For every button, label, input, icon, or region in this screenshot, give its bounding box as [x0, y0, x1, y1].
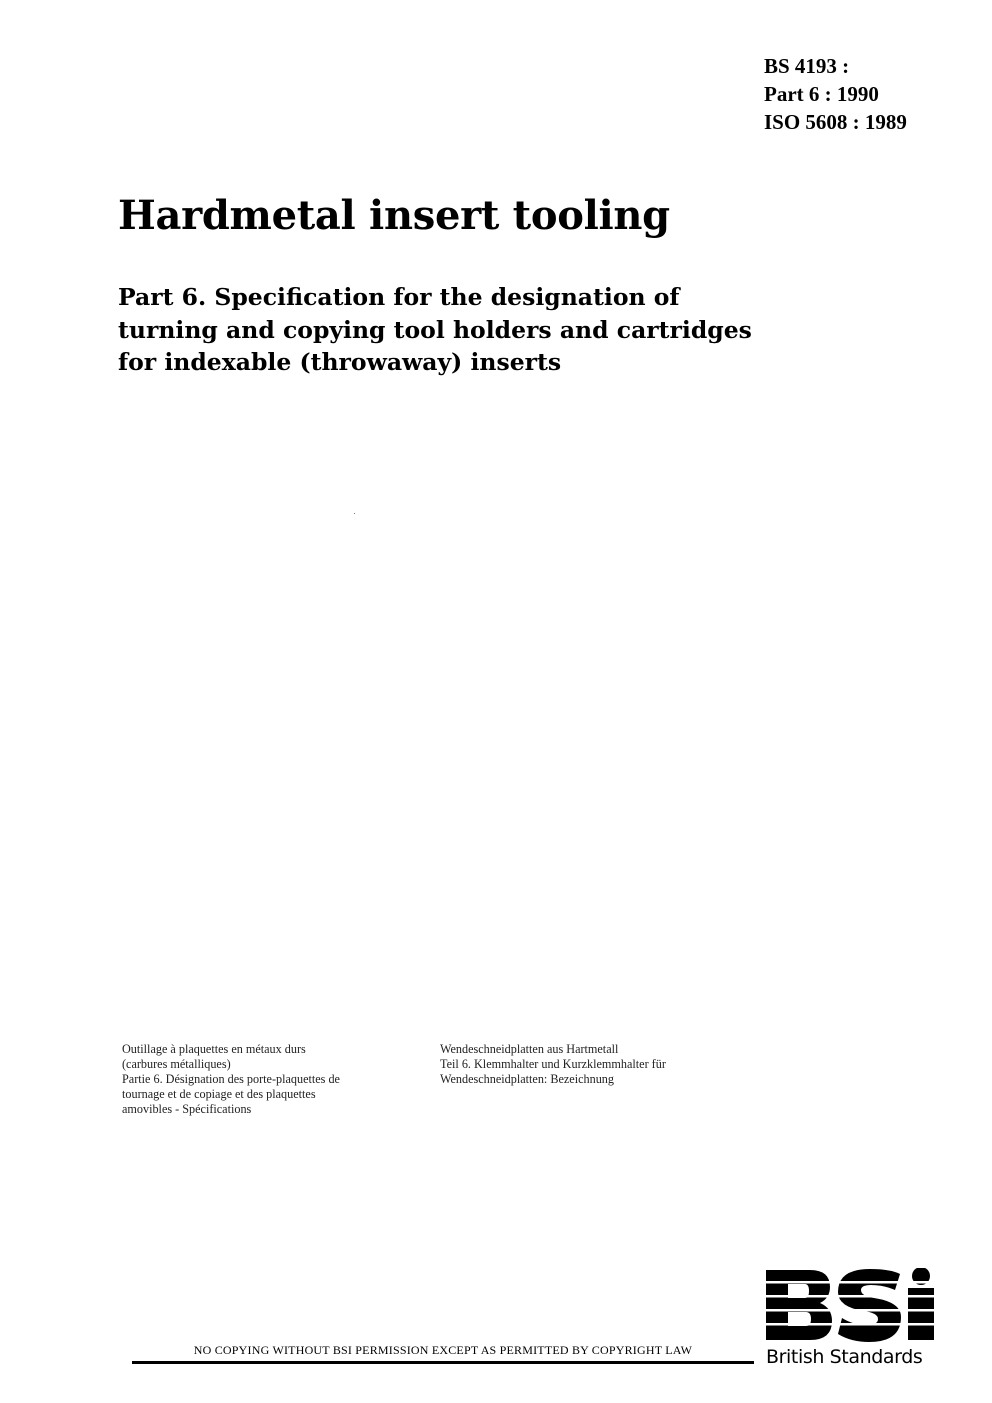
standard-reference — [764, 52, 964, 136]
german-title-line: Wendeschneidplatten: Bezeichnung — [440, 1072, 614, 1086]
german-title-line: Wendeschneidplatten aus Hartmetall — [440, 1042, 619, 1056]
copyright-notice: NO COPYING WITHOUT BSI PERMISSION EXCEPT AS PERMITTED BY COPYRIGHT LAW — [132, 1343, 754, 1364]
french-title-line: Outillage à plaquettes en métaux durs — [122, 1042, 306, 1056]
document-title: Hardmetal insert tooling — [118, 192, 670, 239]
french-title-line: (carbures métalliques) — [122, 1057, 231, 1071]
scan-speck — [354, 513, 355, 514]
document-subtitle: Part 6. Specification for the designation of turning and copying tool holders and cartridges for indexable (throwaway) inserts — [118, 283, 752, 376]
french-title — [122, 1042, 412, 1117]
french-title-line: Partie 6. Désignation des porte-plaquettes de — [122, 1072, 340, 1086]
reference-bs-number: BS 4193 : — [764, 54, 850, 78]
bsi-logo-icon — [764, 1268, 944, 1344]
french-title-line: tournage et de copiage et des plaquettes — [122, 1087, 316, 1101]
french-title-line: amovibles - Spécifications — [122, 1102, 252, 1116]
german-title — [440, 1042, 740, 1087]
bsi-logo — [764, 1268, 944, 1372]
reference-part-year: Part 6 : 1990 — [764, 82, 879, 106]
reference-iso-number: ISO 5608 : 1989 — [764, 110, 907, 134]
german-title-line: Teil 6. Klemmhalter und Kurzklemmhalter für — [440, 1057, 666, 1071]
logo-caption: British Standards — [766, 1346, 923, 1368]
